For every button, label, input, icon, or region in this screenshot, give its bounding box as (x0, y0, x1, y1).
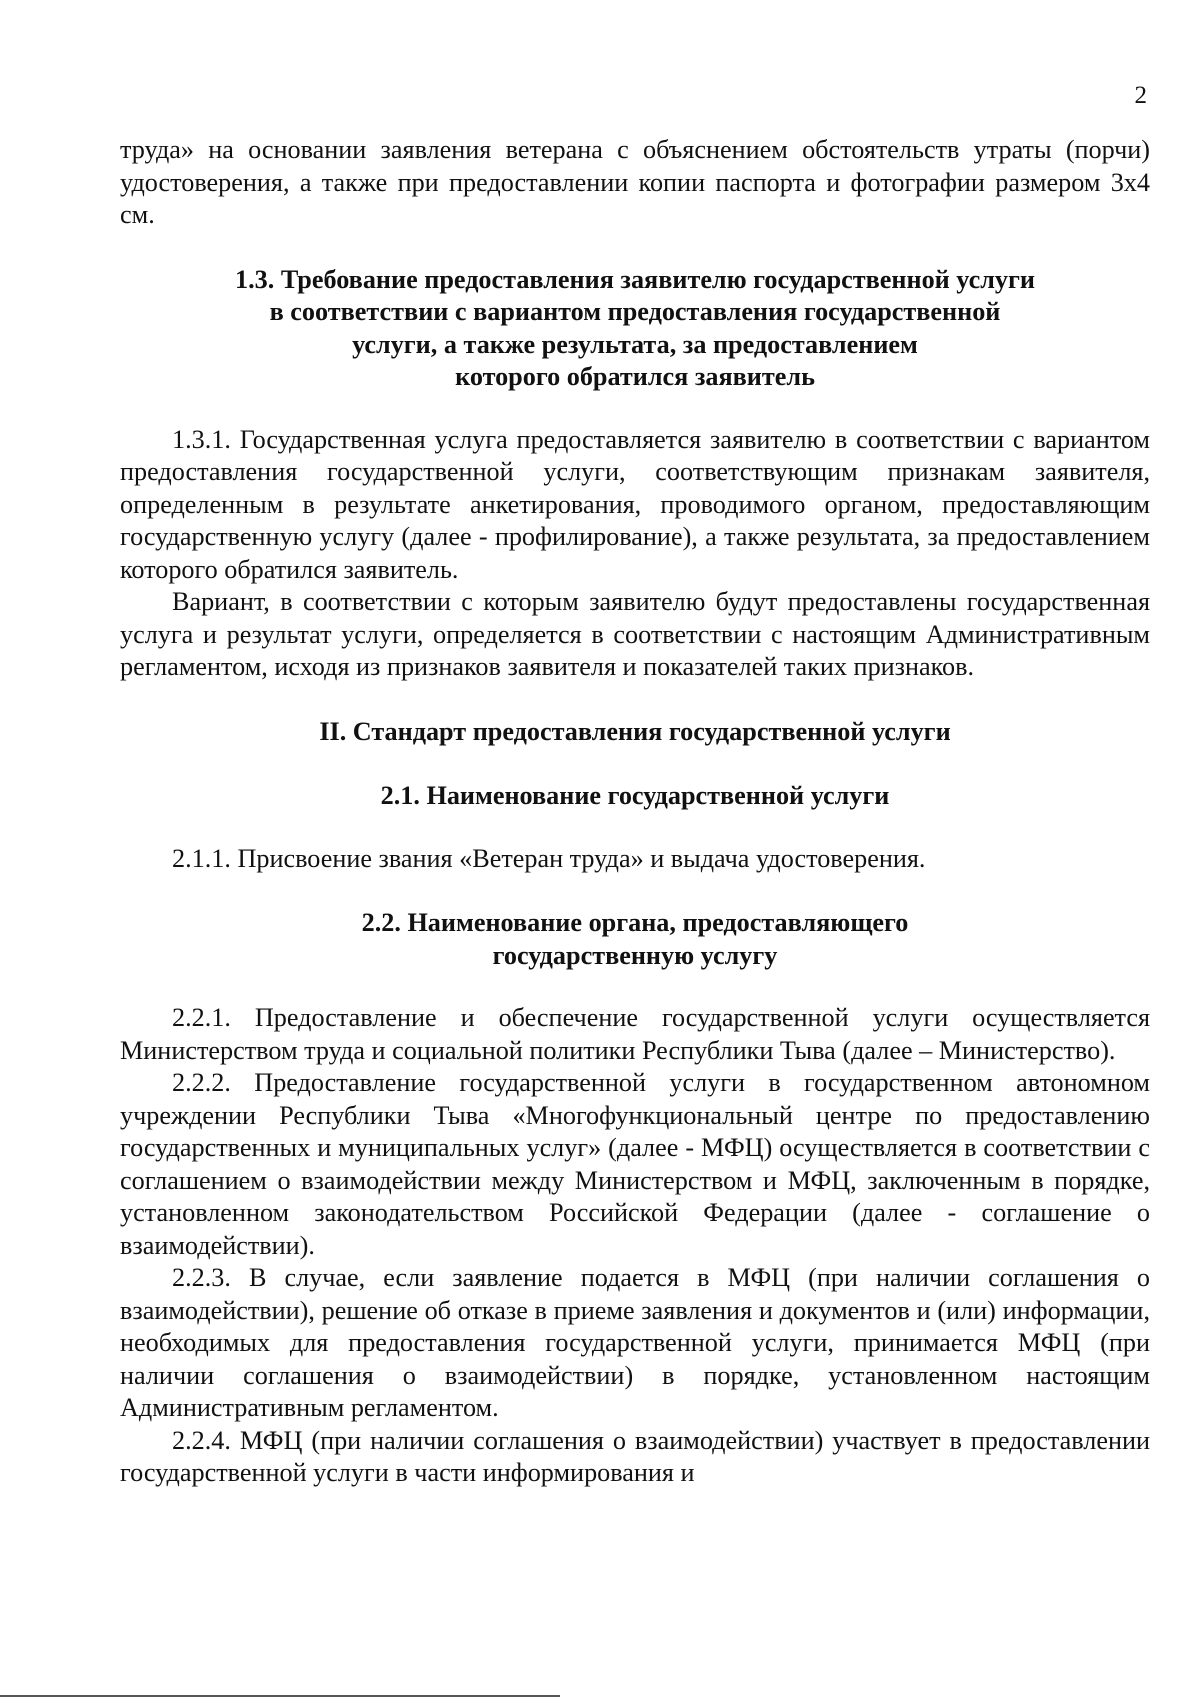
heading-1-3 (120, 264, 1150, 394)
paragraph-variant: Вариант, в соответствии с которым заявителю будут предоставлены государственная услуга и результат услуги, определяется в соответствии с настоящим Административным регламентом, исходя из признаков заявителя и показателей таких признаков. (120, 587, 1150, 681)
heading-2-1: 2.1. Наименование государственной услуги (380, 781, 890, 810)
bottom-divider (0, 1695, 560, 1697)
heading-line: которого обратился заявитель (455, 362, 815, 391)
heading-line: услуги, а также результата, за предоставлением (352, 329, 918, 359)
document-body (120, 134, 1150, 1490)
heading-line: 2.2. Наименование органа, предоставляющего (361, 908, 909, 937)
page-number: 2 (1134, 82, 1147, 109)
paragraph-2-2-3: 2.2.3. В случае, если заявление подается в МФЦ (при наличии соглашения о взаимодействии), решение об отказе в приеме заявления и документов и (или) информации, необходимых для предоставления государственной услуги, принимается МФЦ (при наличии соглашения о взаимодействии) в порядке, установленном настоящим Административным регламентом. (120, 1263, 1150, 1422)
heading-line: в соответствии с вариантом предоставления государственной (269, 297, 1001, 326)
paragraph-2-2-2: 2.2.2. Предоставление государственной услуги в государственном автономном учреждении Республики Тыва «Многофункциональный центре по предоставлению государственных и муниципальных услуг» (далее - МФЦ) осуществляется в соответствии с соглашением о взаимодействии между Министерством и МФЦ, заключенным в порядке, установленном законодательством Российской Федерации (далее - соглашение о взаимодействии). (120, 1068, 1150, 1260)
paragraph-continuation: труда» на основании заявления ветерана с объяснением обстоятельств утраты (порчи) удостоверения, а также при предоставлении копии паспорта и фотографии размером 3х4 см. (120, 135, 1150, 229)
heading-2-2 (120, 907, 1150, 972)
heading-line: государственную услугу (492, 940, 778, 970)
paragraph-2-2-1: 2.2.1. Предоставление и обеспечение государственной услуги осуществляется Министерством труда и социальной политики Республики Тыва (далее – Министерство). (120, 1003, 1150, 1065)
heading-line: 1.3. Требование предоставления заявителю государственной услуги (235, 264, 1035, 294)
paragraph-2-2-4: 2.2.4. МФЦ (при наличии соглашения о взаимодействии) участвует в предоставлении государственной услуги в части информирования и (120, 1425, 1150, 1487)
paragraph-1-3-1: 1.3.1. Государственная услуга предоставляется заявителю в соответствии с вариантом предоставления государственной услуги, соответствующим признакам заявителя, определенным в результате анкетирования, проводимого органом, предоставляющим государственную услугу (далее - профилирование), а также результата, за предоставлением которого обратился заявитель. (120, 424, 1150, 584)
paragraph-2-1-1: 2.1.1. Присвоение звания «Ветеран труда» и выдача удостоверения. (172, 843, 926, 873)
heading-section-2: II. Стандарт предоставления государственной услуги (319, 716, 951, 746)
